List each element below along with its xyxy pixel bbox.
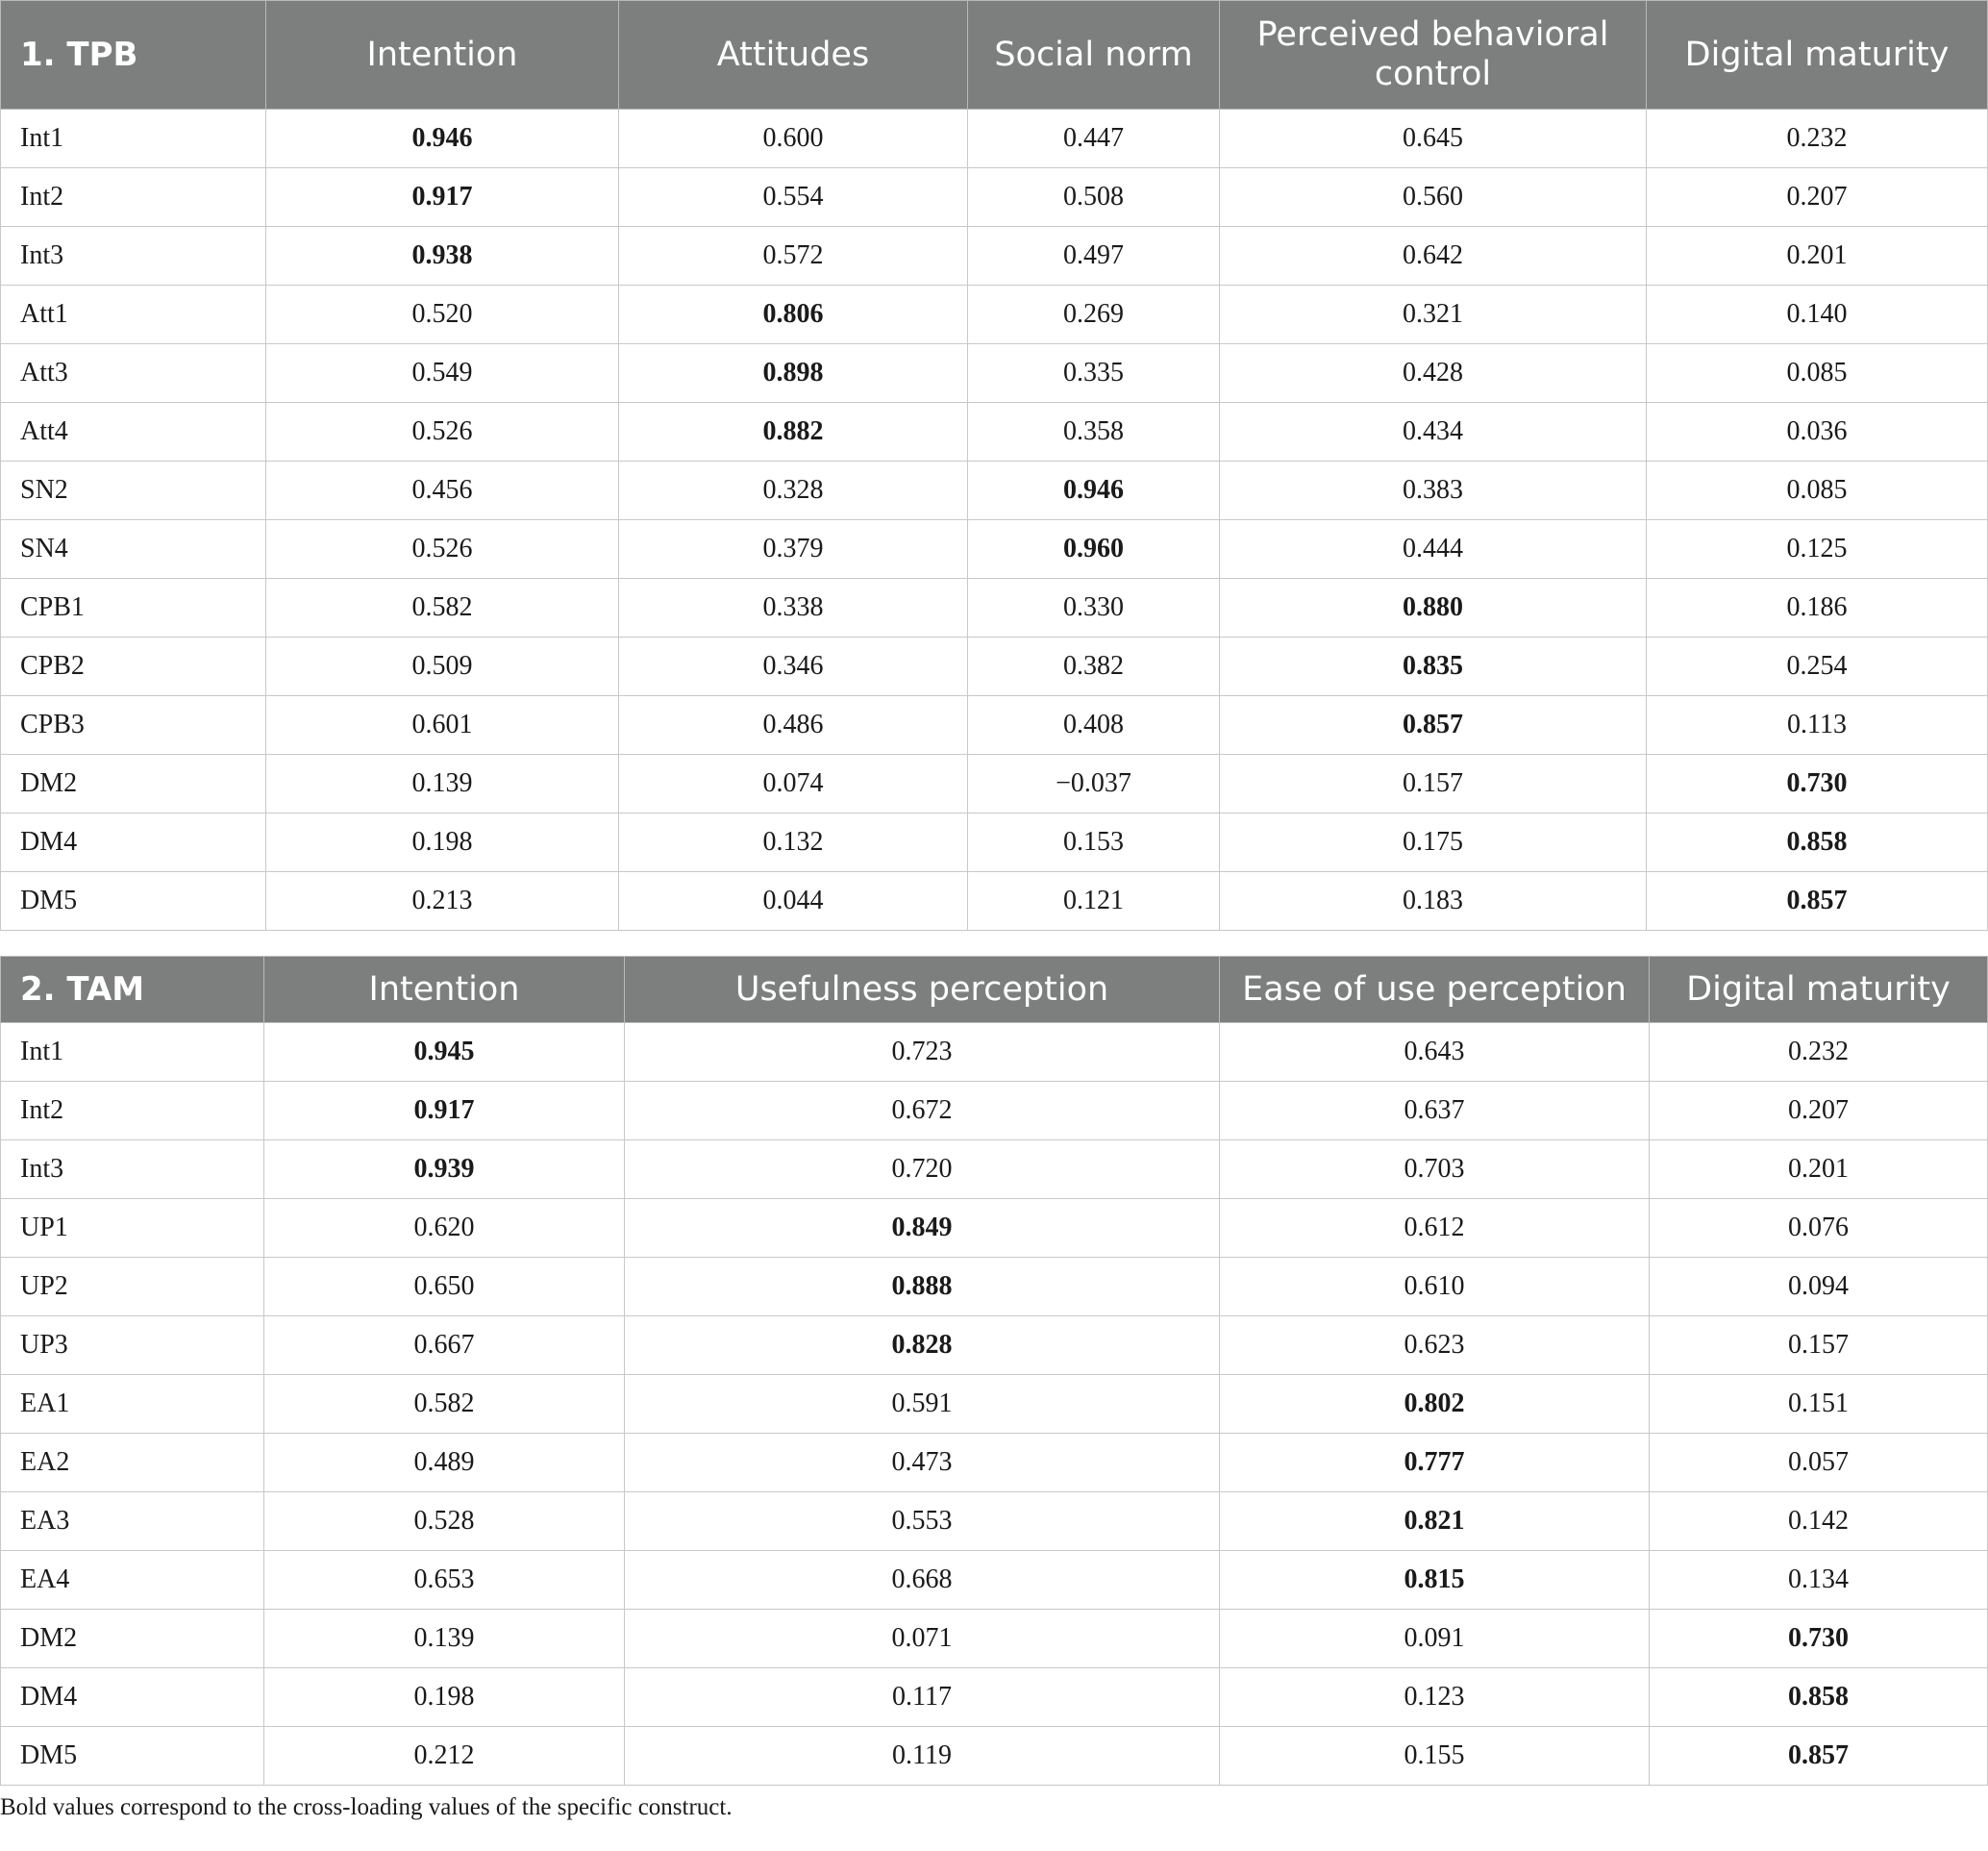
table-cell: 0.917 [264,1082,625,1140]
table-row [1,344,1988,403]
table-cell: 0.151 [1650,1375,1988,1434]
table-cell: 0.157 [1220,755,1647,813]
tpb-header-2: Attitudes [619,1,968,110]
row-label: CPB2 [1,638,266,696]
table-cell: 0.121 [968,872,1220,931]
row-label: SN4 [1,520,266,579]
table-row [1,638,1988,696]
table-cell: 0.132 [619,813,968,872]
table-cell: 0.057 [1650,1434,1988,1492]
table-cell: 0.085 [1647,462,1988,520]
table-cell: 0.960 [968,520,1220,579]
table-cell: 0.085 [1647,344,1988,403]
table-cell: 0.201 [1650,1140,1988,1199]
table-cell: 0.113 [1647,696,1988,755]
table-row [1,813,1988,872]
table-row [1,168,1988,227]
row-label: EA1 [1,1375,264,1434]
table-row [1,696,1988,755]
table-cell: 0.672 [625,1082,1220,1140]
tpb-header-0: 1. TPB [1,1,266,110]
table-cell: 0.917 [266,168,619,227]
table-cell: 0.456 [266,462,619,520]
row-label: Int3 [1,227,266,286]
row-label: EA3 [1,1492,264,1551]
tam-header-1: Intention [264,957,625,1023]
table-cell: 0.828 [625,1316,1220,1375]
table-cell: 0.898 [619,344,968,403]
table-cell: 0.553 [625,1492,1220,1551]
table-cell: 0.806 [619,286,968,344]
table-cell: 0.835 [1220,638,1647,696]
table-cell: 0.650 [264,1258,625,1316]
table-cell: 0.117 [625,1668,1220,1727]
table-row [1,1668,1988,1727]
row-label: Int2 [1,168,266,227]
table-cell: 0.175 [1220,813,1647,872]
row-label: DM4 [1,1668,264,1727]
table-cell: 0.379 [619,520,968,579]
tam-header-2: Usefulness perception [625,957,1220,1023]
table-cell: 0.945 [264,1023,625,1082]
table-row [1,1258,1988,1316]
table-cell: 0.076 [1650,1199,1988,1258]
table-row [1,1727,1988,1786]
table-cell: 0.643 [1220,1023,1650,1082]
row-label: CPB1 [1,579,266,638]
table-cell: 0.572 [619,227,968,286]
row-label: Int1 [1,110,266,168]
table-cell: 0.730 [1647,755,1988,813]
tpb-header-row [1,1,1988,110]
table-row [1,110,1988,168]
tpb-body [1,110,1988,931]
row-label: Att4 [1,403,266,462]
table-cell: −0.037 [968,755,1220,813]
table-cell: 0.730 [1650,1610,1988,1668]
row-label: Int2 [1,1082,264,1140]
table-cell: 0.335 [968,344,1220,403]
table-cell: 0.213 [266,872,619,931]
table-row [1,1082,1988,1140]
table-cell: 0.857 [1220,696,1647,755]
table-cell: 0.232 [1650,1023,1988,1082]
tam-body [1,1023,1988,1786]
tpb-header-1: Intention [266,1,619,110]
table-cell: 0.620 [264,1199,625,1258]
table-cell: 0.183 [1220,872,1647,931]
row-label: UP2 [1,1258,264,1316]
table-cell: 0.888 [625,1258,1220,1316]
tam-header-row [1,957,1988,1023]
tpb-header-3: Social norm [968,1,1220,110]
table-cell: 0.560 [1220,168,1647,227]
table-cell: 0.601 [266,696,619,755]
table-spacer [0,931,1988,956]
table-cell: 0.623 [1220,1316,1650,1375]
row-label: SN2 [1,462,266,520]
row-label: Int3 [1,1140,264,1199]
table-cell: 0.645 [1220,110,1647,168]
table-cell: 0.444 [1220,520,1647,579]
table-cell: 0.119 [625,1727,1220,1786]
table-cell: 0.554 [619,168,968,227]
table-row [1,1023,1988,1082]
table-cell: 0.582 [264,1375,625,1434]
table-row [1,520,1988,579]
row-label: Att1 [1,286,266,344]
table-cell: 0.946 [968,462,1220,520]
row-label: UP3 [1,1316,264,1375]
table-cell: 0.582 [266,579,619,638]
table-cell: 0.328 [619,462,968,520]
table-cell: 0.882 [619,403,968,462]
table-row [1,403,1988,462]
row-label: Att3 [1,344,266,403]
table-cell: 0.383 [1220,462,1647,520]
table-cell: 0.139 [266,755,619,813]
table-cell: 0.123 [1220,1668,1650,1727]
row-label: DM4 [1,813,266,872]
row-label: UP1 [1,1199,264,1258]
table-cell: 0.091 [1220,1610,1650,1668]
table-cell: 0.938 [266,227,619,286]
table-cell: 0.880 [1220,579,1647,638]
table-row [1,1316,1988,1375]
table-cell: 0.157 [1650,1316,1988,1375]
table-cell: 0.508 [968,168,1220,227]
table-row [1,755,1988,813]
table-row [1,1434,1988,1492]
table-cell: 0.186 [1647,579,1988,638]
row-label: DM5 [1,872,266,931]
table-cell: 0.074 [619,755,968,813]
table-cell: 0.667 [264,1316,625,1375]
table-cell: 0.212 [264,1727,625,1786]
row-label: DM5 [1,1727,264,1786]
table-row [1,1551,1988,1610]
table-cell: 0.720 [625,1140,1220,1199]
table-row [1,1610,1988,1668]
tam-header-3: Ease of use perception [1220,957,1650,1023]
table-cell: 0.703 [1220,1140,1650,1199]
table-cell: 0.447 [968,110,1220,168]
table-row [1,579,1988,638]
table-cell: 0.153 [968,813,1220,872]
table-cell: 0.723 [625,1023,1220,1082]
table-row [1,1492,1988,1551]
tam-header-0: 2. TAM [1,957,264,1023]
table-cell: 0.489 [264,1434,625,1492]
table-cell: 0.140 [1647,286,1988,344]
table-cell: 0.142 [1650,1492,1988,1551]
table-cell: 0.821 [1220,1492,1650,1551]
table-cell: 0.254 [1647,638,1988,696]
table-cell: 0.509 [266,638,619,696]
table-cell: 0.198 [264,1668,625,1727]
table-cell: 0.155 [1220,1727,1650,1786]
table-cell: 0.549 [266,344,619,403]
table-cell: 0.207 [1647,168,1988,227]
row-label: EA2 [1,1434,264,1492]
table-cell: 0.642 [1220,227,1647,286]
table-cell: 0.094 [1650,1258,1988,1316]
table-cell: 0.857 [1647,872,1988,931]
table-cell: 0.486 [619,696,968,755]
tpb-header-5: Digital maturity [1647,1,1988,110]
tam-table [0,956,1988,1786]
tam-header-4: Digital maturity [1650,957,1988,1023]
table-row [1,872,1988,931]
table-cell: 0.777 [1220,1434,1650,1492]
table-cell: 0.071 [625,1610,1220,1668]
row-label: DM2 [1,1610,264,1668]
table-cell: 0.321 [1220,286,1647,344]
row-label: CPB3 [1,696,266,755]
table-row [1,1140,1988,1199]
table-cell: 0.408 [968,696,1220,755]
table-cell: 0.526 [266,520,619,579]
table-cell: 0.610 [1220,1258,1650,1316]
table-cell: 0.428 [1220,344,1647,403]
table-cell: 0.330 [968,579,1220,638]
table-cell: 0.497 [968,227,1220,286]
table-cell: 0.134 [1650,1551,1988,1610]
table-cell: 0.857 [1650,1727,1988,1786]
row-label: DM2 [1,755,266,813]
table-cell: 0.802 [1220,1375,1650,1434]
table-cell: 0.637 [1220,1082,1650,1140]
table-cell: 0.528 [264,1492,625,1551]
table-row [1,1199,1988,1258]
table-cell: 0.139 [264,1610,625,1668]
table-cell: 0.358 [968,403,1220,462]
table-cell: 0.815 [1220,1551,1650,1610]
table-cell: 0.858 [1647,813,1988,872]
table-row [1,1375,1988,1434]
table-cell: 0.338 [619,579,968,638]
row-label: Int1 [1,1023,264,1082]
table-cell: 0.939 [264,1140,625,1199]
table-cell: 0.653 [264,1551,625,1610]
table-cell: 0.668 [625,1551,1220,1610]
table-cell: 0.434 [1220,403,1647,462]
table-cell: 0.520 [266,286,619,344]
table-cell: 0.526 [266,403,619,462]
table-cell: 0.600 [619,110,968,168]
table-row [1,227,1988,286]
table-cell: 0.198 [266,813,619,872]
table-cell: 0.346 [619,638,968,696]
tpb-header-4: Perceived behavioral control [1220,1,1647,110]
table-cell: 0.612 [1220,1199,1650,1258]
table-cell: 0.591 [625,1375,1220,1434]
table-cell: 0.036 [1647,403,1988,462]
row-label: EA4 [1,1551,264,1610]
table-cell: 0.232 [1647,110,1988,168]
table-cell: 0.044 [619,872,968,931]
table-cell: 0.269 [968,286,1220,344]
table-cell: 0.849 [625,1199,1220,1258]
table-row [1,462,1988,520]
table-cell: 0.946 [266,110,619,168]
table-cell: 0.201 [1647,227,1988,286]
table-cell: 0.473 [625,1434,1220,1492]
footnote: Bold values correspond to the cross-loading values of the specific construct. [0,1794,733,1820]
table-cell: 0.207 [1650,1082,1988,1140]
table-row [1,286,1988,344]
table-cell: 0.382 [968,638,1220,696]
table-cell: 0.125 [1647,520,1988,579]
table-cell: 0.858 [1650,1668,1988,1727]
